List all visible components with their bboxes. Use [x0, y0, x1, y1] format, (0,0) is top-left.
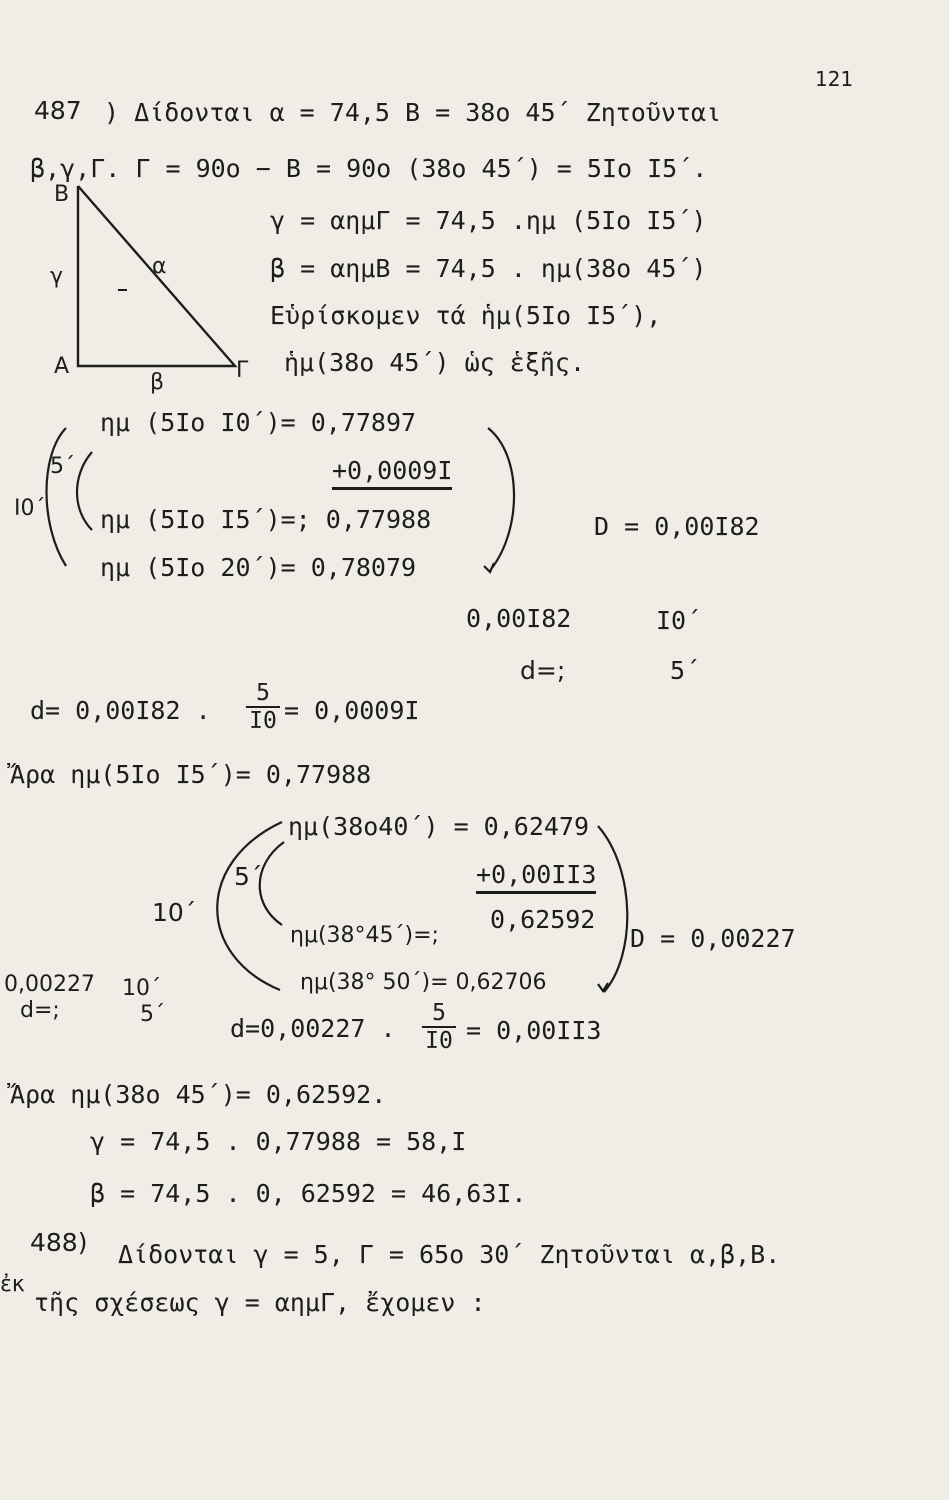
problem-487-number: 487 — [34, 96, 82, 125]
triangle-side-a: α — [152, 254, 167, 279]
interp1-result: Ἄρα ημ(5Ιο Ι5΄)= 0,77988 — [10, 760, 372, 789]
final-beta: β = 74,5 . 0, 62592 = 46,63Ι. — [90, 1179, 527, 1208]
interp2-increment: +0,00ΙΙ3 — [476, 860, 596, 894]
interp2-row1: ημ(38ο40΄) = 0,62479 — [288, 812, 590, 841]
problem-487-line1: ) Δίδονται α = 74,5 Β = 38ο 45΄ Ζητοῦνται — [104, 98, 722, 127]
problem-487-line2: β,γ,Γ. Γ = 90ο − Β = 90ο (38ο 45΄) = 5Ιο Ι5΄. — [30, 154, 708, 183]
interp2-result: Ἄρα ημ(38ο 45΄)= 0,62592. — [10, 1080, 387, 1109]
interp2-row3-value: 0,62592 — [490, 905, 596, 934]
interp2-row3-label: ημ(38°45΄)=; — [290, 923, 439, 948]
problem-487-line4: β = αημΒ = 74,5 . ημ(38ο 45΄) — [270, 254, 707, 283]
interp2-margin-10: 10΄ — [152, 898, 197, 927]
interp2-proportion-5: 5΄ — [140, 1002, 165, 1027]
interp1-increment: +0,0009Ι — [332, 456, 452, 490]
problem-488-line1: Δίδονται γ = 5, Γ = 65ο 30΄ Ζητοῦνται α,β,Β. — [118, 1240, 781, 1269]
triangle-vertex-b: B — [54, 182, 70, 207]
triangle-vertex-g: Γ — [236, 358, 249, 383]
interp2-proportion-diff: 0,00227 — [4, 972, 95, 997]
interp2-frac-num: 5 — [432, 1000, 446, 1026]
problem-488-number: 488) — [30, 1228, 88, 1257]
interp1-row4: ημ (5Ιο 20΄)= 0,78079 — [100, 553, 417, 582]
interp1-row1: ημ (5Ιο Ι0΄)= 0,77897 — [100, 408, 417, 437]
interp2-fraction — [422, 1000, 456, 1054]
final-gamma: γ = 74,5 . 0,77988 = 58,Ι — [90, 1127, 467, 1156]
interp1-proportion-d: d=; — [520, 656, 566, 685]
interp1-margin-10: Ι0΄ — [14, 496, 46, 521]
page-number: 121 — [815, 67, 854, 91]
interp2-row4: ημ(38° 50΄)= 0,62706 — [300, 970, 547, 995]
interp1-calc-right: = 0,0009Ι — [284, 696, 420, 725]
problem-488-line2: τῆς σχέσεως γ = αημΓ, ἔχομεν : — [34, 1288, 486, 1317]
problem-487-line5: Εὑρίσκομεν τά ἡμ(5Ιο Ι5΄), — [270, 301, 662, 330]
interp2-proportion-10: 10΄ — [122, 976, 161, 1001]
interp1-frac-num: 5 — [256, 680, 270, 706]
triangle-side-b: β — [150, 370, 165, 395]
interp1-margin-5: 5΄ — [50, 454, 75, 479]
interp2-proportion-d: d=; — [20, 998, 60, 1023]
interp2-calc-right: = 0,00ΙΙ3 — [466, 1016, 602, 1045]
triangle-side-g: γ — [50, 264, 64, 289]
interp1-proportion-5: 5΄ — [670, 656, 701, 685]
problem-488-prefix: ἐκ — [0, 1272, 25, 1297]
interp1-calc-left: d= 0,00Ι82 . — [30, 696, 211, 725]
interp1-difference-D: D = 0,00Ι82 — [594, 512, 760, 541]
interp1-row3: ημ (5Ιο Ι5΄)=; 0,77988 — [100, 505, 432, 534]
interp1-frac-den: Ι0 — [246, 706, 280, 734]
interp2-row2 — [476, 860, 596, 890]
triangle-vertex-a: A — [54, 354, 70, 379]
interp2-frac-den: Ι0 — [422, 1026, 456, 1054]
problem-487-line6: ἡμ(38ο 45΄) ὡς ἑξῆς. — [284, 348, 586, 377]
problem-487-line3: γ = αημΓ = 74,5 .ημ (5Ιο Ι5΄) — [270, 206, 707, 235]
interp1-proportion-10: Ι0΄ — [656, 606, 702, 635]
interp2-calc-left: d=0,00227 . — [230, 1014, 396, 1043]
interp1-proportion-diff: 0,00Ι82 — [466, 604, 572, 633]
interp2-difference-D: D = 0,00227 — [630, 924, 796, 953]
interp2-margin-5: 5΄ — [234, 862, 263, 891]
